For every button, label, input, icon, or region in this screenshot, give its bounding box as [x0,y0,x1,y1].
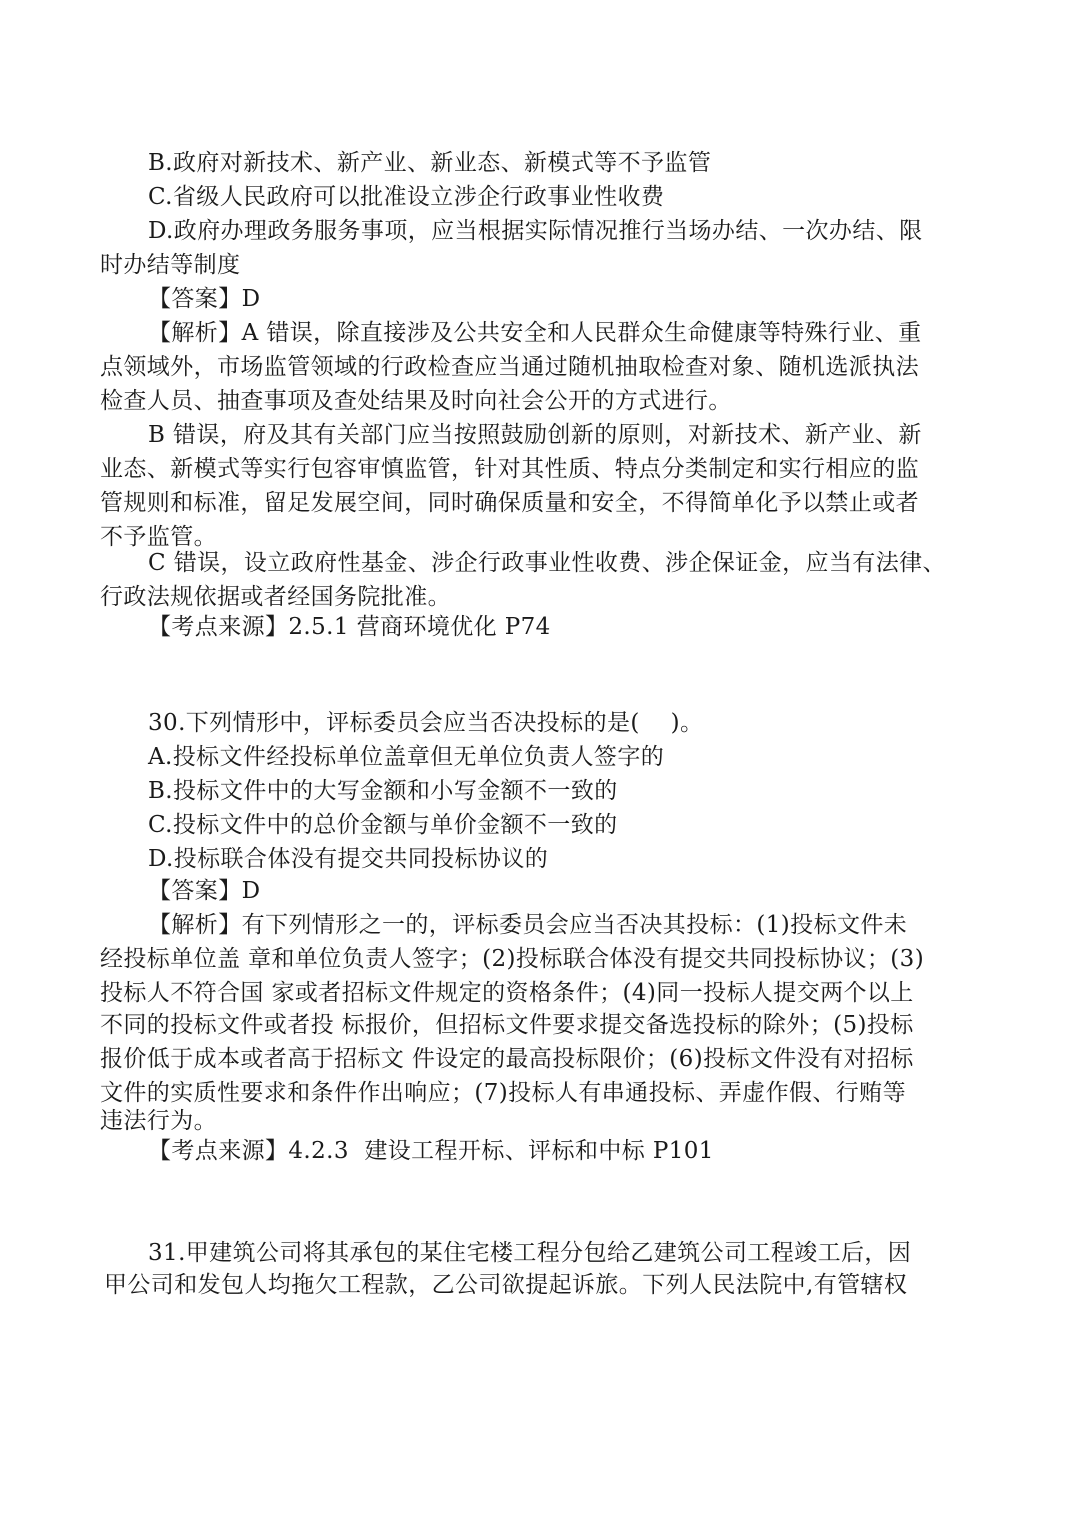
q29-analysis-line: 业态、新模式等实行包容审慎监管，针对其性质、特点分类制定和实行相应的监 [100,456,919,482]
q30-answer: 【答案】D [148,878,261,904]
q29-analysis-line: 点领域外，市场监管领域的行政检查应当通过随机抽取检查对象、随机选派执法 [100,354,919,380]
q29-analysis-line: 行政法规依据或者经国务院批准。 [100,584,451,610]
q29-analysis-line: C 错误，设立政府性基金、涉企行政事业性收费、涉企保证金，应当有法律、 [148,550,946,576]
q29-analysis-line: B 错误，府及其有关部门应当按照鼓励创新的原则，对新技术、新产业、新 [148,422,922,448]
q30-question: 30.下列情形中，评标委员会应当否决投标的是( )。 [148,710,704,736]
q30-analysis-line: 【解析】有下列情形之一的，评标委员会应当否决其投标：(1)投标文件未 [148,912,908,938]
q30-option-d: D.投标联合体没有提交共同投标协议的 [148,846,549,872]
q30-analysis-line: 投标人不符合国 家或者招标文件规定的资格条件；(4)同一投标人提交两个以上 [100,980,914,1006]
q29-analysis-line: 管规则和标准，留足发展空间，同时确保质量和安全，不得简单化予以禁止或者 [100,490,919,516]
q30-option-a: A.投标文件经投标单位盖章但无单位负责人签字的 [148,744,665,770]
q29-analysis-line: 【解析】A 错误，除直接涉及公共安全和人民群众生命健康等特殊行业、重 [148,320,922,346]
q30-source: 【考点来源】4.2.3 建设工程开标、评标和中标 P101 [148,1138,714,1164]
q30-analysis-line: 文件的实质性要求和条件作出响应；(7)投标人有串通投标、弄虚作假、行贿等 [100,1080,906,1106]
q29-option-c: C.省级人民政府可以批准设立涉企行政事业性收费 [148,184,665,210]
q29-answer: 【答案】D [148,286,261,312]
q29-option-d-continued: 时办结等制度 [100,252,241,278]
q30-analysis-line: 经投标单位盖 章和单位负责人签字；(2)投标联合体没有提交共同投标协议；(3) [100,946,925,972]
q29-analysis-line: 不予监管。 [100,524,217,550]
q29-option-b: B.政府对新技术、新产业、新业态、新模式等不予监管 [148,150,712,176]
q30-option-c: C.投标文件中的总价金额与单价金额不一致的 [148,812,618,838]
q31-question-line: 甲公司和发包人均拖欠工程款，乙公司欲提起诉旅。下列人民法院中,有管辖权 [104,1272,908,1298]
q29-option-d: D.政府办理政务服务事项，应当根据实际情况推行当场办结、一次办结、限 [148,218,923,244]
q29-analysis-line: 检查人员、抽查事项及查处结果及时向社会公开的方式进行。 [100,388,732,414]
q30-analysis-line: 不同的投标文件或者投 标报价，但招标文件要求提交备选投标的除外；(5)投标 [100,1012,914,1038]
q30-option-b: B.投标文件中的大写金额和小写金额不一致的 [148,778,618,804]
q31-question-line: 31.甲建筑公司将其承包的某住宅楼工程分包给乙建筑公司工程竣工后，因 [148,1240,912,1266]
q30-analysis-line: 报价低于成本或者高于招标文 件设定的最高投标限价；(6)投标文件没有对招标 [100,1046,914,1072]
q30-analysis-line: 违法行为。 [100,1108,217,1134]
q29-source: 【考点来源】2.5.1 营商环境优化 P74 [148,614,551,640]
